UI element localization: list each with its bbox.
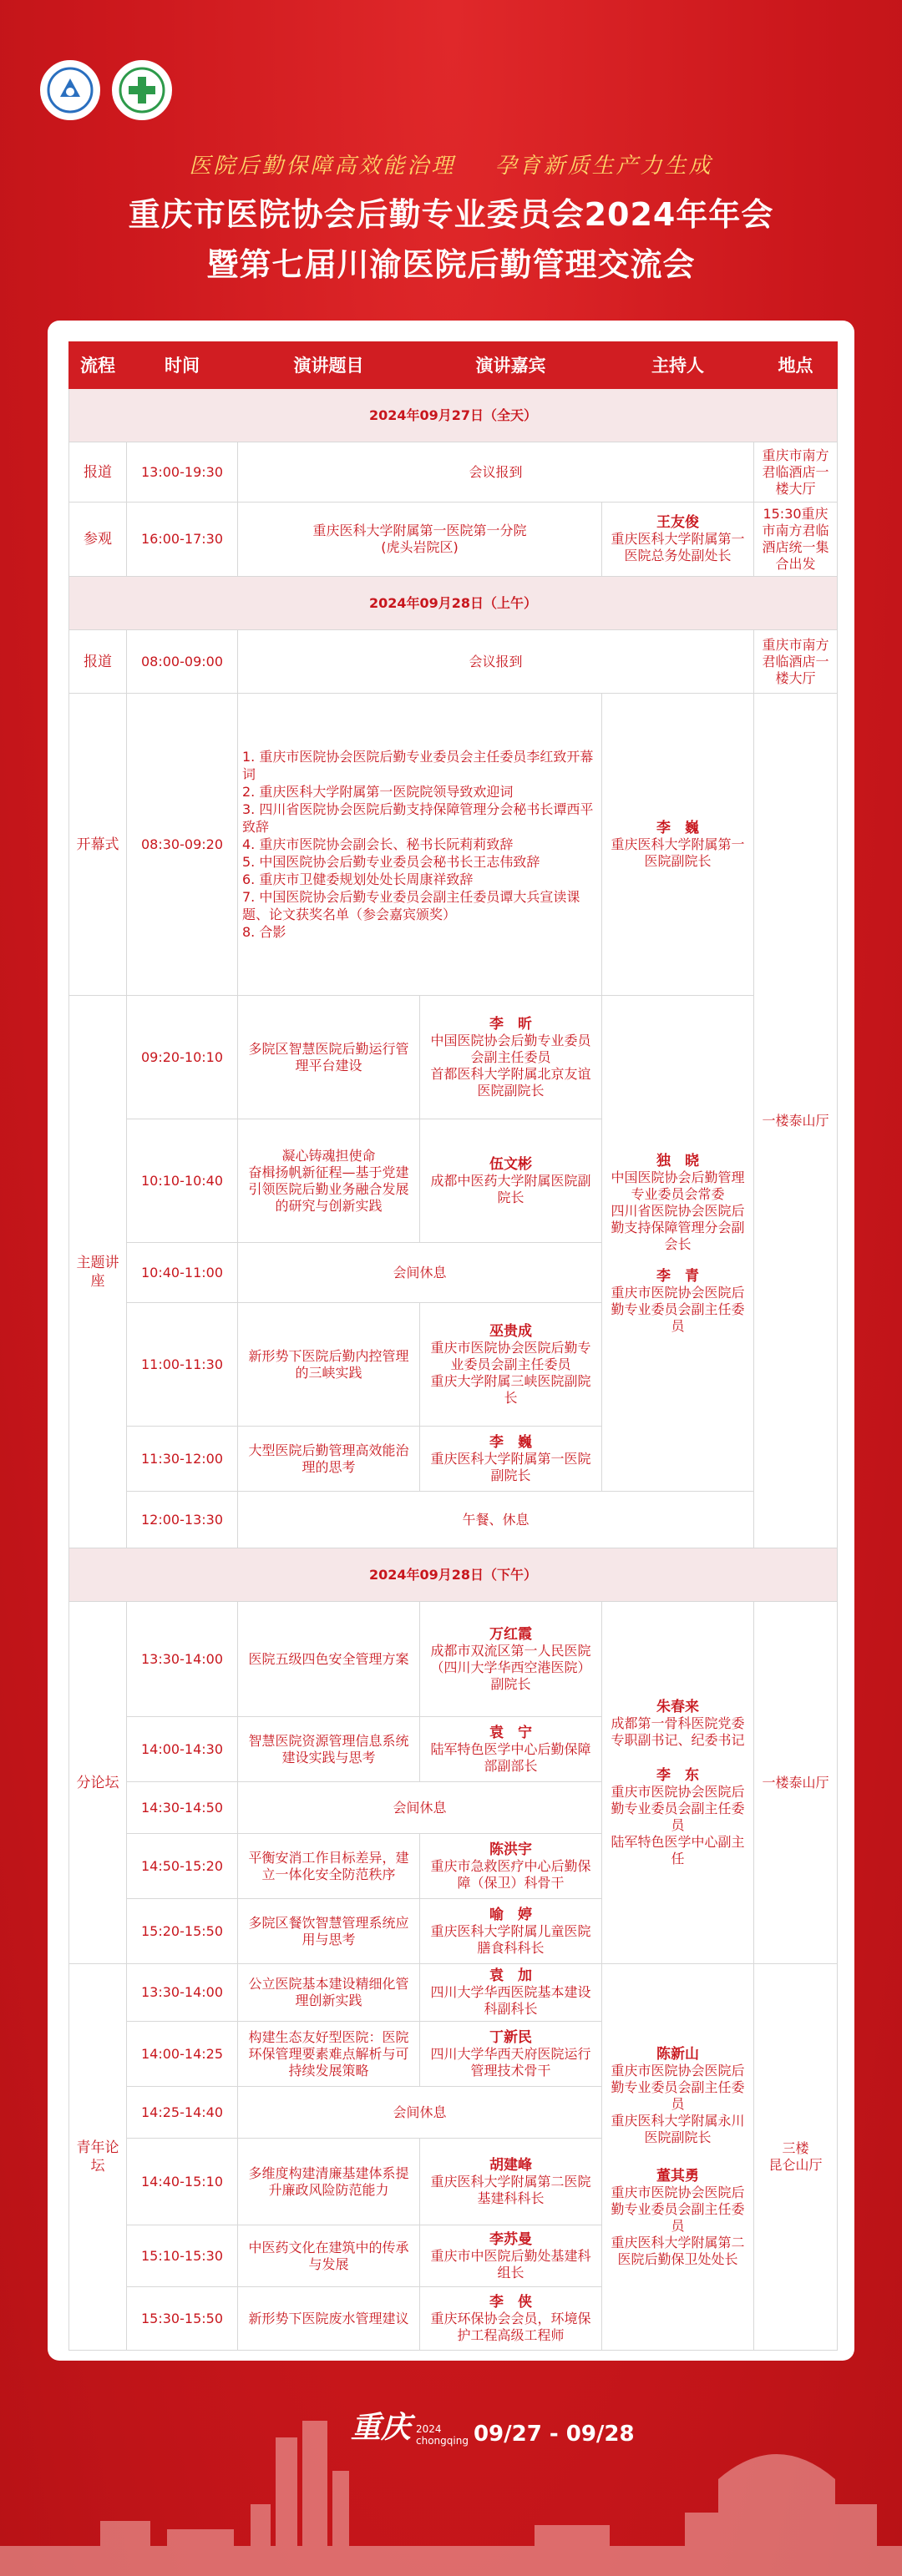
schedule-card	[48, 321, 854, 2361]
content-cell: 会间休息	[238, 2087, 602, 2139]
topic-cell: 新形势下医院后勤内控管理的三峡实践	[238, 1303, 420, 1427]
header-topic: 演讲题目	[238, 342, 420, 389]
speaker-name: 喻 婷	[489, 1906, 532, 1923]
topic-cell: 平衡安消工作目标差异，建立一体化安全防范秩序	[238, 1834, 420, 1899]
topic-cell: 凝心铸魂担使命 奋楫扬帆新征程—基于党建引领医院后勤业务融合发展的研究与创新实践	[238, 1119, 420, 1243]
time-cell: 08:00-09:00	[127, 630, 238, 694]
speaker-title: 成都市双流区第一人民医院（四川大学华西空港医院）副院长	[430, 1642, 591, 1692]
logo-group	[40, 60, 172, 120]
time-cell: 13:30-14:00	[127, 1964, 238, 2022]
time-cell: 10:10-10:40	[127, 1119, 238, 1243]
main-title-line2: 暨第七届川渝医院后勤管理交流会	[206, 246, 696, 283]
topic-cell: 多院区智慧医院后勤运行管理平台建设	[238, 996, 420, 1119]
speaker-cell	[420, 2287, 602, 2351]
time-cell: 14:00-14:30	[127, 1717, 238, 1782]
time-cell: 10:40-11:00	[127, 1243, 238, 1303]
association-logo-icon	[40, 60, 100, 120]
time-cell: 09:20-10:10	[127, 996, 238, 1119]
footer-year: 2024	[416, 2423, 442, 2435]
speaker-cell	[420, 1119, 602, 1243]
speaker-title: 重庆环保协会会员，环境保护工程高级工程师	[430, 2310, 591, 2343]
speaker-cell	[420, 1964, 602, 2022]
host-title: 成都第一骨科医院党委专职副书记、纪委书记	[611, 1715, 745, 1748]
speaker-name: 袁 宁	[489, 1724, 532, 1741]
time-cell: 16:00-17:30	[127, 503, 238, 577]
topic-cell: 新形势下医院废水管理建议	[238, 2287, 420, 2351]
host-cell	[602, 694, 754, 996]
content-cell: 会议报到	[238, 630, 754, 694]
process-cell: 青年论坛	[69, 1964, 127, 2351]
host-name: 独 晓	[656, 1152, 699, 1169]
host-name: 陈新山	[656, 2046, 699, 2063]
speaker-title: 重庆医科大学附属第一医院副院长	[430, 1450, 591, 1483]
table-row	[69, 503, 838, 577]
table-row	[69, 996, 838, 1119]
speaker-title: 成都中医药大学附属医院副院长	[430, 1172, 591, 1205]
host-name: 董其勇	[656, 2168, 699, 2185]
process-cell: 主题讲座	[69, 996, 127, 1548]
table-row	[69, 1492, 838, 1548]
footer-pinyin: chongqing	[416, 2435, 469, 2447]
speaker-name: 丁新民	[489, 2028, 532, 2046]
process-cell: 报道	[69, 630, 127, 694]
host-title: 中国医院协会后勤管理专业委员会常委 四川省医院协会医院后勤支持保障管理分会副会长	[611, 1169, 745, 1252]
host-title: 重庆市医院协会医院后勤专业委员会副主任委员 重庆医科大学附属永川医院副院长	[611, 2063, 745, 2145]
speaker-cell	[420, 2225, 602, 2287]
host-name: 王友俊	[656, 514, 699, 531]
speaker-cell	[420, 1303, 602, 1427]
schedule-table	[68, 341, 838, 2351]
table-row	[69, 442, 838, 503]
day1-label: 2024年09月27日（全天）	[69, 389, 838, 442]
footer-city: 重庆	[351, 2410, 412, 2445]
content-cell: 会间休息	[238, 1243, 602, 1303]
footer-date	[351, 2404, 635, 2447]
venue-cell: 三楼 昆仑山厅	[754, 1964, 838, 2351]
header-process: 流程	[69, 342, 127, 389]
speaker-cell	[420, 1427, 602, 1492]
host-name: 李 东	[656, 1766, 699, 1784]
slogan-part1: 医院后勤保障高效能治理	[189, 154, 456, 179]
process-cell: 报道	[69, 442, 127, 503]
content-cell: 会间休息	[238, 1782, 602, 1834]
time-cell: 14:30-14:50	[127, 1782, 238, 1834]
speaker-title: 重庆市急救医疗中心后勤保障（保卫）科骨干	[430, 1857, 591, 1891]
header-host: 主持人	[602, 342, 754, 389]
host-cell	[602, 996, 754, 1492]
header-time: 时间	[127, 342, 238, 389]
speaker-name: 李 巍	[489, 1433, 532, 1451]
host-name: 李 巍	[656, 819, 699, 836]
hospital-logo-icon	[112, 60, 172, 120]
day-row	[69, 1548, 838, 1602]
speaker-cell	[420, 1717, 602, 1782]
speaker-cell	[420, 1899, 602, 1964]
host-title: 重庆市医院协会医院后勤专业委员会副主任委员 重庆医科大学附属第二医院后勤保卫处处长	[611, 2185, 745, 2267]
table-row	[69, 1602, 838, 1717]
topic-cell: 构建生态友好型医院：医院环保管理要素难点解析与可持续发展策略	[238, 2022, 420, 2087]
time-cell: 08:30-09:20	[127, 694, 238, 996]
speaker-title: 中国医院协会后勤专业委员会副主任委员 首都医科大学附属北京友谊医院副院长	[430, 1032, 591, 1099]
day-row	[69, 389, 838, 442]
content-cell: 午餐、休息	[238, 1492, 754, 1548]
table-row	[69, 1964, 838, 2022]
footer-dates: 09/27 - 09/28	[473, 2422, 635, 2447]
table-row	[69, 630, 838, 694]
topic-cell: 中医药文化在建筑中的传承与发展	[238, 2225, 420, 2287]
topic-cell: 多维度构建清廉基建体系提升廉政风险防范能力	[238, 2139, 420, 2225]
venue-cell: 15:30重庆市南方君临酒店统一集合出发	[754, 503, 838, 577]
process-cell: 参观	[69, 503, 127, 577]
time-cell: 15:20-15:50	[127, 1899, 238, 1964]
host-title: 重庆医科大学附属第一医院总务处副处长	[611, 531, 745, 563]
host-cell	[602, 503, 754, 577]
process-cell: 分论坛	[69, 1602, 127, 1964]
header-speaker: 演讲嘉宾	[420, 342, 602, 389]
time-cell: 14:50-15:20	[127, 1834, 238, 1899]
speaker-name: 陈洪宇	[489, 1841, 532, 1858]
table-row	[69, 694, 838, 996]
day-row	[69, 577, 838, 630]
host-title: 重庆医科大学附属第一医院副院长	[611, 836, 745, 869]
process-cell: 开幕式	[69, 694, 127, 996]
speaker-cell	[420, 1834, 602, 1899]
day2pm-label: 2024年09月28日（下午）	[69, 1548, 838, 1602]
speaker-name: 袁 加	[489, 1967, 532, 1984]
slogan	[0, 149, 902, 179]
content-cell: 会议报到	[238, 442, 754, 503]
speaker-title: 重庆医科大学附属第二医院基建科科长	[430, 2173, 591, 2206]
speaker-title: 重庆市医院协会医院后勤专业委员会副主任委员 重庆大学附属三峡医院副院长	[430, 1339, 591, 1406]
host-title: 重庆市医院协会医院后勤专业委员会副主任委员 陆军特色医学中心副主任	[611, 1783, 745, 1866]
time-cell: 15:10-15:30	[127, 2225, 238, 2287]
speaker-title: 四川大学华西天府医院运行管理技术骨干	[430, 2045, 591, 2078]
time-cell: 13:30-14:00	[127, 1602, 238, 1717]
host-name: 朱春来	[656, 1698, 699, 1715]
topic-cell: 多院区餐饮智慧管理系统应用与思考	[238, 1899, 420, 1964]
venue-cell: 一楼泰山厅	[754, 1602, 838, 1964]
time-cell: 11:30-12:00	[127, 1427, 238, 1492]
time-cell: 15:30-15:50	[127, 2287, 238, 2351]
time-cell: 13:00-19:30	[127, 442, 238, 503]
venue-cell: 重庆市南方君临酒店一楼大厅	[754, 442, 838, 503]
footer-sub	[416, 2423, 469, 2447]
time-cell: 11:00-11:30	[127, 1303, 238, 1427]
header-venue: 地点	[754, 342, 838, 389]
speaker-name: 巫贵成	[489, 1322, 532, 1340]
host-cell	[602, 1964, 754, 2351]
time-cell: 14:00-14:25	[127, 2022, 238, 2087]
speaker-name: 李 侠	[489, 2293, 532, 2311]
main-title-line1: 重庆市医院协会后勤专业委员会2024年年会	[128, 196, 774, 233]
time-cell: 12:00-13:30	[127, 1492, 238, 1548]
content-cell: 重庆医科大学附属第一医院第一分院 (虎头岩院区)	[238, 503, 602, 577]
topic-cell: 医院五级四色安全管理方案	[238, 1602, 420, 1717]
speaker-name: 李苏曼	[489, 2230, 532, 2248]
opening-items: 1. 重庆市医院协会医院后勤专业委员会主任委员李红致开幕词 2. 重庆医科大学附属第一医院院领导致欢迎词 3. 四川省医院协会医院后勤支持保障管理分会秘书长谭西平致辞 4. 重庆市医院协会副会长、秘书长阮莉莉致辞 5. 中国医院协会后勤专业委员会秘书长王志伟致辞 6. 重庆市卫健委规划处处长周康祥致辞 7. 中国医院协会后勤专业委员会副主任委员谭大兵宣读课题、论文获奖名单（参会嘉宾颁奖） 8. 合影	[238, 694, 602, 996]
speaker-name: 李 昕	[489, 1015, 532, 1033]
host-name: 李 青	[656, 1267, 699, 1285]
venue-cell: 一楼泰山厅	[754, 694, 838, 1548]
speaker-title: 四川大学华西医院基本建设科副科长	[430, 1984, 591, 2017]
day2am-label: 2024年09月28日（上午）	[69, 577, 838, 630]
time-cell: 14:40-15:10	[127, 2139, 238, 2225]
table-header-row	[69, 342, 838, 389]
topic-cell: 智慧医院资源管理信息系统建设实践与思考	[238, 1717, 420, 1782]
topic-cell: 大型医院后勤管理高效能治理的思考	[238, 1427, 420, 1492]
slogan-part2: 孕育新质生产力生成	[494, 154, 713, 179]
topic-cell: 公立医院基本建设精细化管理创新实践	[238, 1964, 420, 2022]
speaker-cell	[420, 1602, 602, 1717]
speaker-name: 胡建峰	[489, 2156, 532, 2174]
speaker-title: 陆军特色医学中心后勤保障部副部长	[430, 1740, 591, 1774]
speaker-title: 重庆市中医院后勤处基建科组长	[430, 2247, 591, 2281]
time-cell: 14:25-14:40	[127, 2087, 238, 2139]
venue-cell: 重庆市南方君临酒店一楼大厅	[754, 630, 838, 694]
speaker-cell	[420, 2022, 602, 2087]
speaker-name: 伍文彬	[489, 1155, 532, 1173]
speaker-title: 重庆医科大学附属儿童医院膳食科科长	[430, 1922, 591, 1956]
speaker-name: 万红霞	[489, 1625, 532, 1643]
speaker-cell	[420, 2139, 602, 2225]
host-title: 重庆市医院协会医院后勤专业委员会副主任委员	[611, 1284, 745, 1334]
host-cell	[602, 1602, 754, 1964]
speaker-cell	[420, 996, 602, 1119]
